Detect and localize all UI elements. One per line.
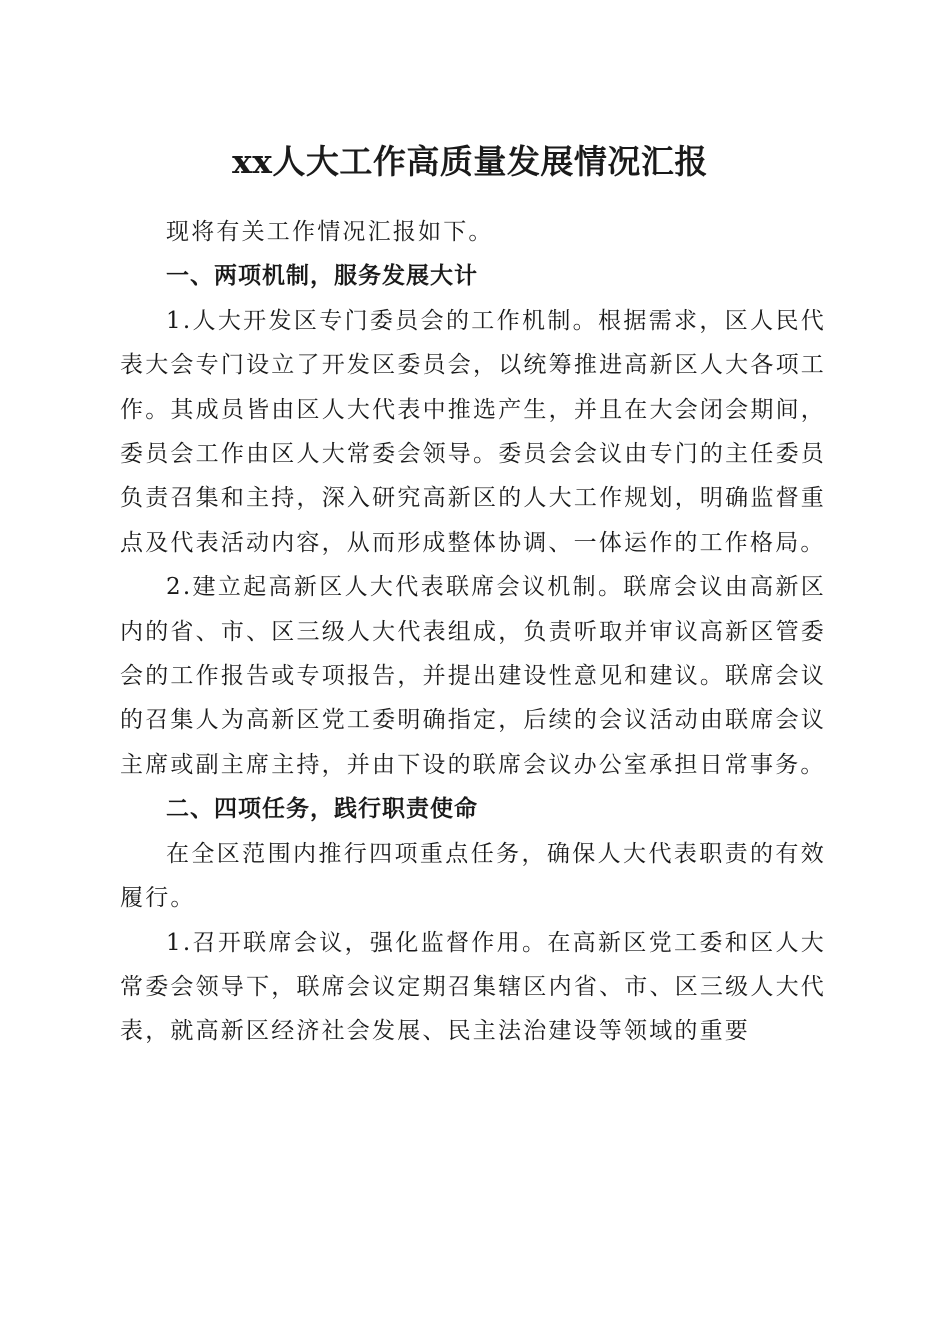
section-1-paragraph-1: 1.人大开发区专门委员会的工作机制。根据需求，区人民代表大会专门设立了开发区委员会，以统筹推进高新区人大各项工作。其成员皆由区人大代表中推选产生，并且在大会闭会期间，委员会工作由区人大常委会领导。委员会会议由专门的主任委员负责召集和主持，深入研究高新区的人大工作规划，明确监督重点及代表活动内容，从而形成整体协调、一体运作的工作格局。: [120, 307, 826, 556]
section-1-paragraph-2: 2.建立起高新区人大代表联席会议机制。联席会议由高新区内的省、市、区三级人大代表组成，负责听取并审议高新区管委会的工作报告或专项报告，并提出建设性意见和建议。联席会议的召集人为高新区党工委明确指定，后续的会议活动由联席会议主席或副主席主持，并由下设的联席会议办公室承担日常事务。: [120, 574, 826, 778]
intro-paragraph: 现将有关工作情况汇报如下。: [166, 219, 494, 245]
section-heading-2: 二、四项任务，践行职责使命: [166, 796, 478, 823]
section-2-paragraph-2: 1.召开联席会议，强化监督作用。在高新区党工委和区人大常委会领导下，联席会议定期召集辖区内省、市、区三级人大代表，就高新区经济社会发展、民主法治建设等领域的重要: [120, 929, 826, 1045]
document-body: [120, 210, 826, 1054]
section-2-paragraph-1: 在全区范围内推行四项重点任务，确保人大代表职责的有效履行。: [120, 840, 826, 912]
document-title: xx人大工作高质量发展情况汇报: [232, 142, 708, 181]
section-heading-1: 一、两项机制，服务发展大计: [166, 263, 478, 290]
